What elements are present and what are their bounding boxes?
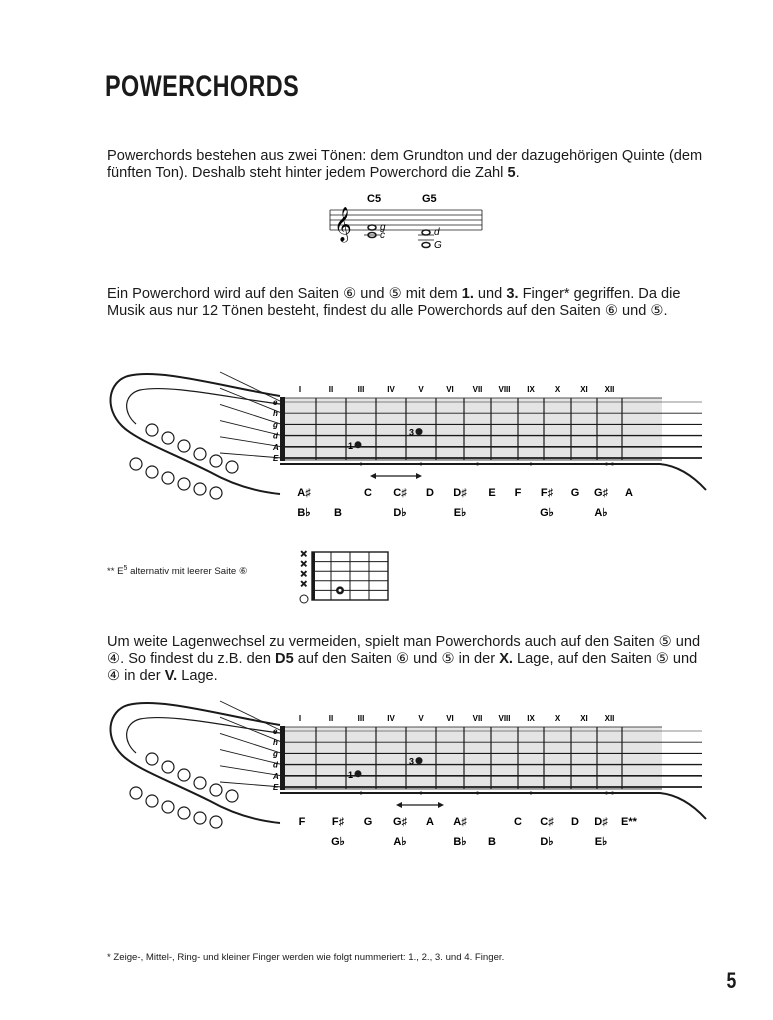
fret-number: XII [604,714,615,723]
note-name-sharp: C [514,816,522,828]
fret-number: I [298,385,302,394]
technique-paragraph: Ein Powerchord wird auf den Saiten ⑥ und ⑤ mit dem 1. und 3. Finger* gegriffen. Da die Musik aus nur 12 Tönen besteht, findest du alle Powerchords auf den Saiten ⑥ und ⑤. [107,286,681,319]
note-name-flat: D♭ [540,836,554,848]
position-paragraph: Um weite Lagenwechsel zu vermeiden, spielt man Powerchords auch auf den Saiten ⑤ und ④. So findest du z.B. den D5 auf den Saiten ⑥ und ⑤ in der X. Lage, auf den Saiten ⑤ und ④ in der V. Lage. [107,634,701,684]
note-name-sharp: G♯ [593,487,609,499]
string-label: g [273,749,278,759]
note-name-sharp: C♯ [393,487,407,499]
fret-number: IV [387,385,395,394]
note-name-flat: A♭ [594,507,608,519]
note-name-flat: G♭ [331,836,345,848]
note-name-sharp: F♯ [331,816,345,828]
note-name-flat: B [488,836,496,848]
fret-number: VII [472,714,483,723]
finger-number: 1 [348,440,354,451]
nut [280,397,285,461]
fret-number: III [357,714,365,723]
string-label: A [273,442,279,452]
finger-number: 3 [409,427,415,438]
fret-number: IV [387,714,395,723]
finger-number: 3 [409,756,415,767]
fret-number: VIII [498,385,511,394]
svg-text:✕: ✕ [300,569,308,579]
fret-number: II [328,714,334,723]
fretboard-diagram-2 [100,697,710,857]
note-name-sharp: A [426,816,434,828]
finger-dot [355,770,362,777]
note-name-sharp: D [426,487,434,499]
fret-number: XI [580,385,588,394]
string-label: E [273,783,279,792]
staff-notation [330,190,490,252]
fret-number: II [328,385,334,394]
note-name-flat: B♭ [453,836,467,848]
fret-number: VIII [498,714,511,723]
svg-text:✕: ✕ [300,579,308,589]
fret-number: XII [604,385,615,394]
note-name-sharp: D [571,816,579,828]
note-name-sharp: A♯ [297,487,311,499]
fret-number: XI [580,714,588,723]
note-name-flat: B [334,507,342,519]
chord-name-g5: G5 [422,193,437,205]
fret-number: IX [527,385,535,394]
note-name-flat: D♭ [393,507,407,519]
fret-number: X [554,385,561,394]
note-name-sharp: C [364,487,372,499]
note-name-flat: E♭ [453,507,467,519]
mute-x-icon: ✕ [300,549,308,559]
note-name-flat: G♭ [540,507,554,519]
string-label: g [273,420,278,430]
note-name-sharp: D♯ [453,487,467,499]
fret-number: VI [446,385,454,394]
note-label-g: g [380,222,386,233]
fretboard-diagram-1 [100,368,710,528]
fret-number: V [418,714,424,723]
note-label-c: c [380,230,385,241]
note-label-G: G [434,240,442,251]
finger-dot [355,441,362,448]
note-name-sharp: G [363,816,373,828]
note-name-sharp: C♯ [540,816,554,828]
note-name-flat: E♭ [594,836,608,848]
nut [280,726,285,790]
string-label: d [273,760,278,770]
fret-number: V [418,385,424,394]
string-label: d [273,431,278,441]
note-name-sharp: F [298,816,306,828]
note-name-sharp: F [514,487,522,499]
note-name-sharp: E** [621,816,637,828]
note-name-sharp: G [570,487,580,499]
string-label: e [273,398,278,407]
chord-box-e5 [300,548,395,606]
fret-number: VI [446,714,454,723]
note-label-d: d [434,227,440,238]
fret-number: VII [472,385,483,394]
treble-clef-icon: 𝄞 [334,208,352,241]
chord-name-c5: C5 [367,193,382,205]
fret-number: III [357,385,365,394]
page-title: POWERCHORDS [105,70,300,103]
tuning-pegs [130,753,238,828]
note-name-sharp: E [488,487,496,499]
note-name-sharp: A♯ [453,816,467,828]
note-name-sharp: F♯ [540,487,554,499]
note-name-flat: A♭ [393,836,407,848]
string-label: E [273,454,279,463]
finger-dot [416,757,423,764]
intro-paragraph: Powerchords bestehen aus zwei Tönen: dem Grundton und der dazugehörigen Quinte (dem fünften Ton). Deshalb steht hinter jedem Powerchord die Zahl 5. [107,148,703,181]
note-name-sharp: G♯ [392,816,408,828]
fret-number: IX [527,714,535,723]
page-number: 5 [726,968,736,993]
tuning-pegs [130,424,238,499]
fret-number: I [298,714,302,723]
note-name-sharp: A [625,487,633,499]
note-name-flat: B♭ [297,507,311,519]
string-label: e [273,727,278,736]
open-string-icon [300,595,308,603]
fret-number: X [554,714,561,723]
finger-footnote: * Zeige-, Mittel-, Ring- und kleiner Finger werden wie folgt nummeriert: 1., 2., 3. und 4. Finger. [107,952,505,963]
svg-text:✕: ✕ [300,559,308,569]
note-name-sharp: D♯ [594,816,608,828]
finger-number: 1 [348,769,354,780]
alt-footnote: ** $E^5$ alternativ mit leerer Saite ⑥ [107,565,248,578]
string-label: A [273,771,279,781]
string-label: h [273,409,278,419]
finger-dot [416,428,423,435]
string-label: h [273,738,278,748]
